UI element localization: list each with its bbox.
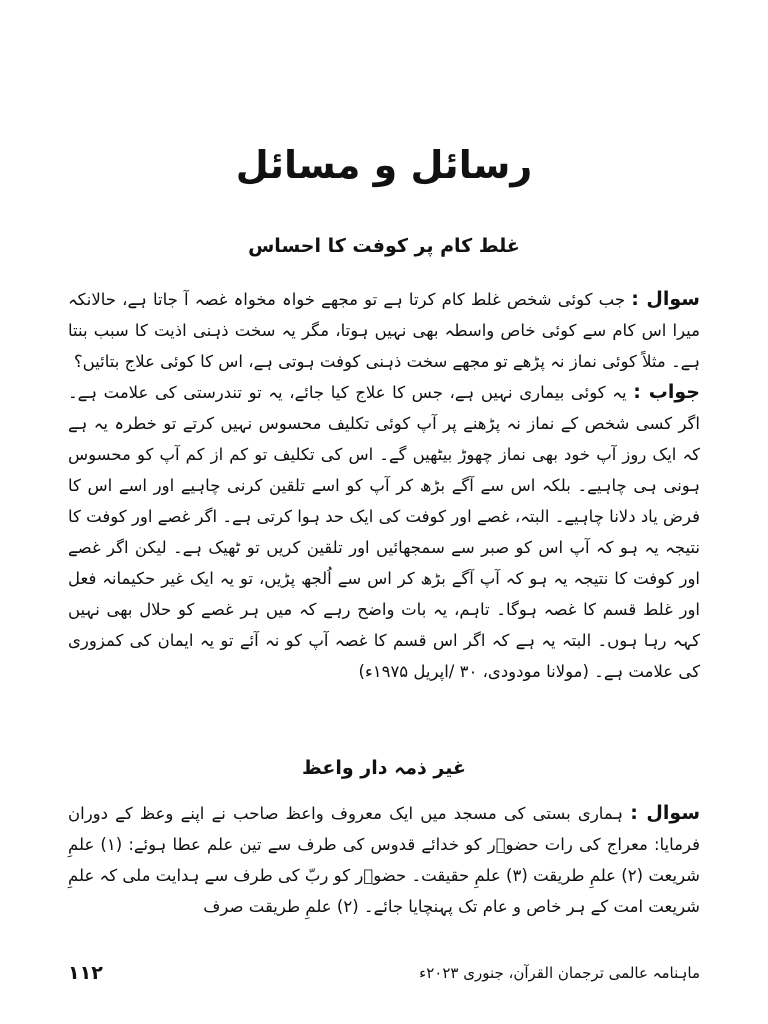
answer-paragraph (68, 377, 700, 687)
section-heading-irresponsible-preacher: غیر ذمہ دار واعظ (302, 757, 466, 779)
section-heading-wrong-deed-annoyance: غلط کام پر کوفت کا احساس (248, 235, 520, 257)
section-body (68, 284, 700, 687)
page-footer (68, 958, 700, 988)
question-label: سوال : (630, 802, 701, 824)
question-text: جب کوئی شخص غلط کام کرتا ہے تو مجھے خواہ مخواہ غصہ آ جاتا ہے، حالانکہ میرا اس کام سے کوئی خاص واسطہ بھی نہیں ہوتا، مگر یہ سخت ذہنی اذیت کا سبب بنتا ہے۔ مثلاً کوئی نماز نہ پڑھے تو مجھے سخت ذہنی کوفت ہوتی ہے، اس کا کوئی علاج بتائیں؟ (68, 290, 700, 371)
question-label: سوال : (631, 288, 700, 310)
answer-text: یہ کوئی بیماری نہیں ہے، جس کا علاج کیا جائے، یہ تو تندرستی کی علامت ہے۔ اگر کسی شخص کے نماز نہ پڑھنے پر آپ کوئی تکلیف محسوس نہیں کرتے تو خطرہ یہ ہے کہ ایک روز آپ خود بھی نماز چھوڑ بیٹھیں گے۔ اس کی تکلیف تو کم از کم آپ کو محسوس ہونی ہی چاہیے۔ بلکہ اس سے آگے بڑھ کر آپ کو اسے تلقین کرنی چاہیے اور اسے اس کا فرض یاد دلانا چاہیے۔ البتہ، غصے اور کوفت کی ایک حد ہوا کرتی ہے۔ اگر غصے اور کوفت کا نتیجہ یہ ہو کہ آپ اس کو صبر سے سمجھائیں اور تلقین کریں تو ٹھیک ہے۔ لیکن اگر غصے اور کوفت کا نتیجہ یہ ہو کہ آپ آگے بڑھ کر اس سے اُلجھ پڑیں، تو یہ ایک غیر حکیمانہ فعل اور غلط قسم کا غصہ ہوگا۔ تاہم، یہ بات واضح رہے کہ میں ہر غصے کو حلال بھی نہیں کہہ رہا ہوں۔ البتہ یہ ہے کہ اگر اس قسم کا غصہ آپ کو نہ آئے تو یہ ایمان کی کمزوری کی علامت ہے۔ (مولانا مودودی، ۳۰ /اپریل ۱۹۷۵ء) (68, 383, 700, 681)
section-body (68, 798, 700, 922)
page-title: رسائل و مسائل (235, 143, 533, 187)
answer-label: جواب : (633, 381, 700, 403)
question-paragraph (68, 798, 700, 922)
journal-name: ماہنامہ عالمی ترجمان القرآن، جنوری ۲۰۲۳ء (419, 964, 700, 982)
question-paragraph (68, 284, 700, 377)
page-number: ۱۱۲ (68, 962, 103, 984)
question-text: ہماری بستی کی مسجد میں ایک معروف واعظ صاحب نے اپنے وعظ کے دوران فرمایا: معراج کی رات حضوؐر کو خدائے قدوس کی طرف سے تین علم عطا ہوئے: (۱) علمِ شریعت (۲) علمِ طریقت (۳) علمِ حقیقت۔ حضوؐر کو ربّ کی طرف سے ہدایت ملی کہ علمِ شریعت امت کے ہر خاص و عام تک پہنچایا جائے۔ (۲) علمِ طریقت صرف (68, 804, 700, 916)
